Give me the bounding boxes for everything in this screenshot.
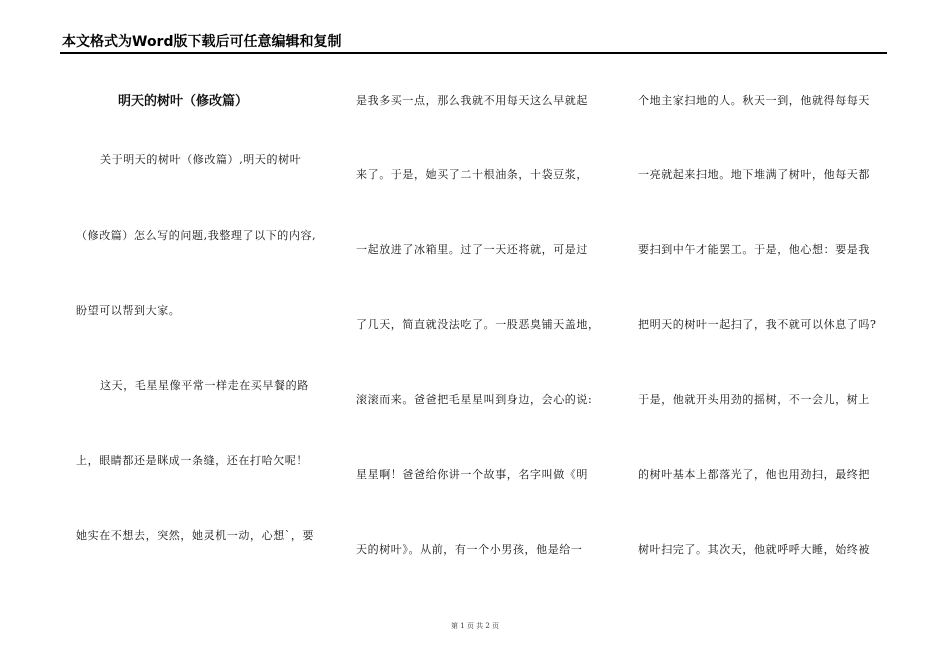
paragraph-line: 个地主家扫地的人。秋天一到，他就得每每天 — [638, 94, 870, 107]
paragraph-line: 的树叶基本上都落光了，他也用劲扫，最终把 — [638, 468, 870, 481]
paragraph-line: 了几天，简直就没法吃了。一股恶臭铺天盖地， — [356, 318, 600, 331]
paragraph-line: 她实在不想去，突然，她灵机一动，心想`，要 — [76, 529, 315, 542]
paragraph-line: 星星啊！爸爸给你讲一个故事，名字叫做《明 — [356, 468, 588, 481]
paragraph-line: 关于明天的树叶（修改篇）,明天的树叶 — [100, 153, 302, 166]
page-number: 第 1 页 共 2 页 — [450, 622, 500, 630]
paragraph-line: 这天，毛星星像平常一样走在买早餐的路 — [100, 379, 309, 392]
paragraph-line: 上，眼睛都还是眯成一条缝，还在打哈欠呢！ — [76, 454, 308, 467]
paragraph-line: 滚滚而来。爸爸把毛星星叫到身边，会心的说: — [356, 393, 593, 406]
paragraph-line: 要扫到中午才能罢工。于是，他心想：要是我 — [638, 243, 870, 256]
paragraph-line: 是我多买一点，那么我就不用每天这么早就起 — [356, 94, 588, 107]
paragraph-line: 天的树叶》。从前，有一个小男孩，他是给一 — [356, 543, 583, 556]
paragraph-line: （修改篇）怎么写的问题,我整理了以下的内容, — [76, 229, 317, 242]
paragraph-line: 树叶扫完了。其次天，他就呼呼大睡，始终被 — [638, 543, 870, 556]
paragraph-line: 把明天的树叶一起扫了，我不就可以休息了吗? — [638, 318, 877, 331]
paragraph-line: 一起放进了冰箱里。过了一天还将就，可是过 — [356, 243, 588, 256]
paragraph-line: 盼望可以帮到大家。 — [76, 304, 181, 317]
paragraph-line: 来了。于是，她买了二十根油条，十袋豆浆， — [356, 168, 588, 181]
paragraph-line: 于是，他就开头用劲的摇树，不一会儿，树上 — [638, 393, 870, 406]
document-header-title: 本文格式为Word版下载后可任意编辑和复制 — [62, 34, 342, 50]
header-divider — [60, 52, 887, 54]
document-title: 明天的树叶（修改篇） — [118, 94, 249, 109]
paragraph-line: 一亮就起来扫地。地下堆满了树叶，他每天都 — [638, 168, 870, 181]
